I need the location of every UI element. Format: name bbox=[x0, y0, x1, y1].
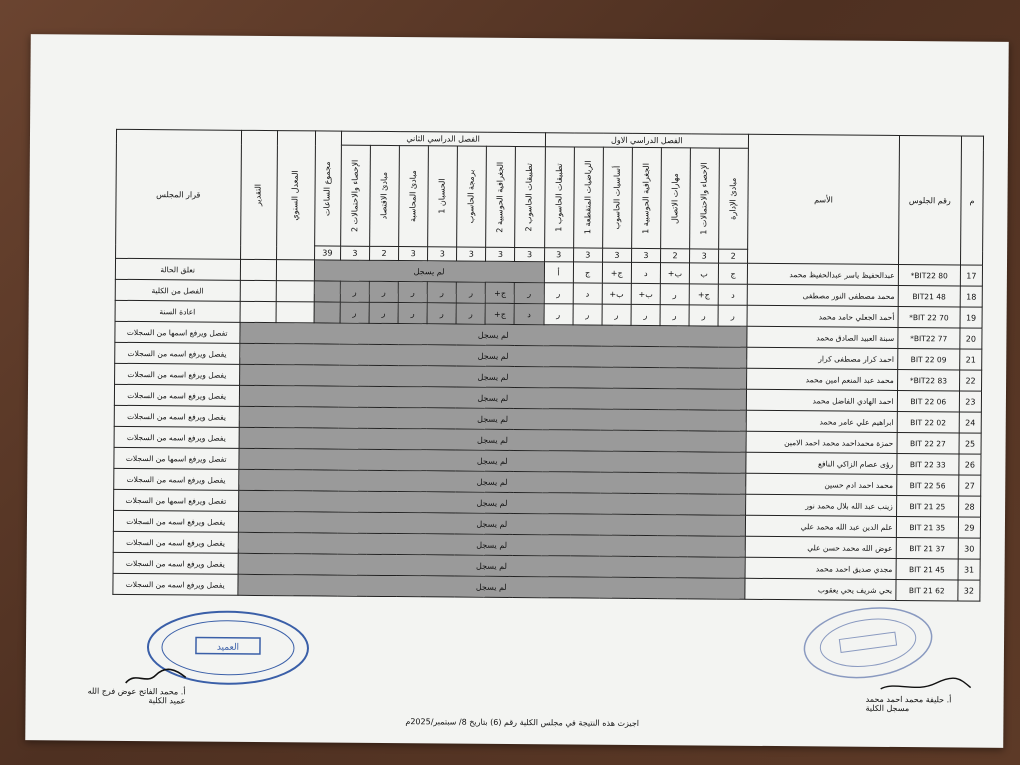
council-decision: يفصل ويرفع اسمه من السجلات bbox=[114, 384, 239, 406]
council-decision: يفصل ويرفع اسمه من السجلات bbox=[114, 468, 239, 490]
seat-number: BIT 22 70* bbox=[898, 306, 960, 327]
grade-cell: ر bbox=[398, 303, 427, 324]
results-table bbox=[112, 129, 984, 602]
subject-hours: 3 bbox=[631, 248, 660, 262]
subject-name: أساسيات الحاسوب bbox=[612, 165, 622, 230]
subject-hours: 3 bbox=[690, 249, 719, 263]
gpa-text: المعدل السنوي bbox=[290, 170, 300, 221]
row-number: 31 bbox=[958, 559, 980, 580]
subject-name: الجغرافية الحوسبية 2 bbox=[495, 161, 506, 233]
total-hours-text: مجموع الساعات bbox=[322, 161, 333, 216]
subject-hours: 3 bbox=[515, 247, 544, 261]
seat-header: رقم الجلوس bbox=[898, 135, 961, 264]
grade-cell: ر bbox=[602, 304, 631, 325]
serial-header: م bbox=[960, 136, 983, 265]
subject-header bbox=[428, 146, 458, 247]
council-decision: يفصل ويرفع اسمه من السجلات bbox=[115, 363, 240, 385]
seat-number: BIT 21 45 bbox=[896, 558, 958, 579]
seat-number: BIT22 80* bbox=[898, 264, 960, 285]
grade-cell: ر bbox=[660, 305, 689, 326]
subject-name: مبادئ المحاسبة bbox=[408, 170, 418, 223]
subject-hours: 3 bbox=[573, 248, 602, 262]
subject-header bbox=[631, 147, 661, 248]
decision-header: قرار المجلس bbox=[116, 129, 242, 259]
student-name: محمد مصطفى النور مصطفى bbox=[747, 284, 898, 306]
grade-cell: د bbox=[573, 283, 602, 304]
seat-number: BIT 21 37 bbox=[896, 537, 958, 558]
gpa-cell bbox=[276, 260, 314, 281]
grade-cell: ب bbox=[689, 263, 718, 284]
subject-name: برمجة الحاسوب bbox=[466, 169, 477, 224]
council-decision: يفصل ويرفع اسمه من السجلات bbox=[114, 426, 239, 448]
grade-cell: ج bbox=[718, 263, 747, 284]
seat-number: BIT 22 27 bbox=[897, 432, 959, 453]
subject-header bbox=[340, 145, 370, 246]
council-decision: الفصل من الكلية bbox=[115, 279, 240, 301]
total-hours-header bbox=[314, 131, 341, 246]
row-number: 28 bbox=[958, 496, 980, 517]
gpa-cell bbox=[276, 302, 314, 323]
council-decision: يفصل ويرفع اسمه من السجلات bbox=[113, 573, 238, 595]
grade-cell: ج+ bbox=[689, 284, 718, 305]
seat-number: BIT22 77* bbox=[898, 327, 960, 348]
row-number: 25 bbox=[959, 433, 981, 454]
not-registered-cell: لم يسجل bbox=[238, 511, 746, 536]
grade-cell: ر bbox=[427, 282, 456, 303]
dean-title: عميد الكلية bbox=[148, 696, 186, 706]
not-registered-cell: لم يسجل bbox=[239, 385, 747, 410]
subject-hours: 3 bbox=[544, 248, 573, 262]
seat-number: BIT 22 09 bbox=[897, 348, 959, 369]
seat-number: BIT 22 33 bbox=[897, 453, 959, 474]
registrar-block bbox=[865, 695, 951, 714]
grade-cell: ر bbox=[456, 282, 485, 303]
council-decision: يفصل ويرفع اسمه من السجلات bbox=[113, 531, 238, 553]
grade-cell: د bbox=[514, 303, 543, 324]
subject-hours: 3 bbox=[428, 247, 457, 261]
subject-header bbox=[370, 145, 400, 246]
grade-cell: ج+ bbox=[486, 282, 515, 303]
results-sheet bbox=[25, 34, 1009, 748]
subject-hours: 3 bbox=[399, 247, 428, 261]
subject-header bbox=[573, 147, 603, 248]
row-number: 23 bbox=[959, 391, 981, 412]
grade-cell: ر bbox=[573, 304, 602, 325]
grade-cell: ر bbox=[340, 302, 369, 323]
grade-cell: د bbox=[631, 262, 660, 283]
council-decision: يفصل ويرفع اسمه من السجلات bbox=[114, 405, 239, 427]
svg-text:العميد: العميد bbox=[216, 642, 240, 653]
subject-hours: 3 bbox=[457, 247, 486, 261]
subject-header bbox=[719, 148, 749, 249]
subject-hours: 3 bbox=[602, 248, 631, 262]
not-registered-cell: لم يسجل bbox=[238, 490, 746, 515]
subject-header bbox=[602, 147, 632, 248]
grade-cell: أ bbox=[544, 262, 573, 283]
grade-cell: ر bbox=[689, 305, 718, 326]
grade-cell: ر bbox=[718, 305, 747, 326]
row-number: 26 bbox=[959, 454, 981, 475]
subject-name: الرياضيات المتقطعة 1 bbox=[582, 160, 593, 235]
subject-header bbox=[661, 148, 691, 249]
student-name: محمد عبد المنعم امين محمد bbox=[747, 368, 898, 390]
grade-cell bbox=[240, 280, 276, 301]
seat-number: BIT 22 06 bbox=[897, 390, 959, 411]
row-number: 21 bbox=[960, 349, 982, 370]
not-registered-cell: لم يسجل bbox=[239, 427, 747, 452]
seat-number: BIT 22 56 bbox=[896, 474, 958, 495]
grade-cell: ر bbox=[340, 281, 369, 302]
grade-cell: ج bbox=[573, 262, 602, 283]
council-decision: اعادة السنة bbox=[115, 300, 240, 322]
grade-cell: ر bbox=[631, 304, 660, 325]
total-cell bbox=[314, 281, 340, 302]
subject-name: الحسبان 1 bbox=[437, 178, 447, 215]
registrar-title: مسجل الكلية bbox=[865, 703, 910, 714]
grade-cell bbox=[240, 259, 276, 280]
total-cell bbox=[314, 302, 340, 323]
student-name: يحي شريف يحي يعقوب bbox=[745, 578, 896, 600]
student-name: سبنة العبيد الصادق محمد bbox=[747, 326, 898, 348]
council-decision: تفصل ويرفع اسمها من السجلات bbox=[114, 489, 239, 511]
subject-header bbox=[486, 146, 516, 247]
subject-header bbox=[690, 148, 720, 249]
row-number: 29 bbox=[958, 517, 980, 538]
semester-1-header: الفصل الدراسي الاول bbox=[545, 133, 749, 149]
dean-block bbox=[88, 687, 186, 706]
total-hours-value: 39 bbox=[314, 246, 340, 260]
dean-name: أ. محمد الفاتح عوض فرج الله bbox=[87, 686, 186, 697]
council-decision: تفصل ويرفع اسمها من السجلات bbox=[115, 321, 240, 343]
not-registered-cell: لم يسجل bbox=[314, 260, 544, 283]
subject-name: مهارات الاتصال bbox=[670, 172, 680, 224]
seat-number: BIT 21 35 bbox=[896, 516, 958, 537]
subject-header bbox=[457, 146, 487, 247]
row-number: 18 bbox=[960, 286, 982, 307]
subject-hours: 2 bbox=[369, 246, 398, 260]
grade-cell: ر bbox=[369, 281, 398, 302]
subject-hours: 3 bbox=[340, 246, 369, 260]
gpa-cell bbox=[276, 281, 314, 302]
student-name: عوض الله محمد حسن علي bbox=[745, 536, 896, 558]
row-number: 17 bbox=[960, 265, 982, 286]
grade-cell: ب+ bbox=[660, 263, 689, 284]
subject-name: تطبيقات الحاسوب 2 bbox=[524, 162, 535, 232]
student-name: مجدي صديق احمد محمد bbox=[745, 557, 896, 579]
seat-number: BIT 21 62 bbox=[896, 579, 958, 600]
grade-cell: ر bbox=[427, 303, 456, 324]
subject-name: مبادئ الإدارة bbox=[728, 177, 738, 220]
council-decision: يفصل ويرفع اسمه من السجلات bbox=[115, 342, 240, 364]
grade-cell: ج+ bbox=[602, 262, 631, 283]
registrar-name: أ. حليفة محمد احمد محمد bbox=[865, 694, 952, 705]
grade-cell: ب+ bbox=[631, 283, 660, 304]
semester-2-header: الفصل الدراسي الثاني bbox=[341, 131, 545, 147]
not-registered-cell: لم يسجل bbox=[238, 553, 746, 578]
row-number: 20 bbox=[960, 328, 982, 349]
not-registered-cell: لم يسجل bbox=[237, 574, 745, 599]
subject-name: تطبيقات الحاسوب 1 bbox=[553, 163, 564, 232]
name-header: الأسم bbox=[748, 134, 900, 264]
council-decision: تفصل ويرفع اسمها من السجلات bbox=[114, 447, 239, 469]
subject-name: الإحصاء والاحتمالات 2 bbox=[350, 159, 360, 232]
row-number: 32 bbox=[958, 580, 980, 601]
student-name: زينب عبد الله بلال محمد نور bbox=[746, 494, 897, 516]
row-number: 27 bbox=[959, 475, 981, 496]
grade-cell: ج+ bbox=[485, 303, 514, 324]
grade-cell: ر bbox=[544, 304, 573, 325]
row-number: 19 bbox=[960, 307, 982, 328]
grade-cell: د bbox=[718, 284, 747, 305]
grade-cell bbox=[240, 301, 276, 322]
seat-number: BIT 21 25 bbox=[896, 495, 958, 516]
subject-name: الإحصاء والاحتمالات 1 bbox=[699, 162, 709, 235]
student-name: علم الدين عبد الله محمد علي bbox=[746, 515, 897, 537]
grade-cell: ر bbox=[660, 284, 689, 305]
student-name: حمزة محمداحمد محمد احمد الامين bbox=[746, 431, 897, 453]
not-registered-cell: لم يسجل bbox=[238, 469, 746, 494]
seat-number: BIT21 48 bbox=[898, 285, 960, 306]
grade-cell: ر bbox=[456, 303, 485, 324]
row-number: 22 bbox=[959, 370, 981, 391]
subject-header bbox=[515, 146, 545, 247]
grade-cell: ر bbox=[544, 283, 573, 304]
row-number: 30 bbox=[958, 538, 980, 559]
subject-name: الجغرافية الحوسبية 1 bbox=[641, 162, 651, 234]
council-decision: يفصل ويرفع اسمه من السجلات bbox=[113, 552, 238, 574]
subject-header bbox=[399, 146, 429, 247]
approval-note: اجيزت هذه النتيجة في مجلس الكلية رقم (6) بتاريخ 8/ سبتمبر/2025م bbox=[405, 717, 640, 728]
not-registered-cell: لم يسجل bbox=[238, 448, 746, 473]
grade-header bbox=[240, 130, 277, 259]
grade-text: التقدير bbox=[253, 183, 263, 206]
council-decision: يفصل ويرفع اسمه من السجلات bbox=[113, 510, 238, 532]
not-registered-cell: لم يسجل bbox=[239, 322, 747, 347]
student-name: احمد كرار مصطفى كرار bbox=[747, 347, 898, 369]
student-name: احمد الهادي الفاضل محمد bbox=[747, 389, 898, 411]
subject-header bbox=[544, 147, 574, 248]
student-name: عبدالحفيظ ياسر عبدالحفيظ محمد bbox=[748, 263, 899, 285]
subject-hours: 2 bbox=[660, 249, 689, 263]
grade-cell: ر bbox=[515, 282, 544, 303]
subject-hours: 3 bbox=[486, 247, 515, 261]
row-number: 24 bbox=[959, 412, 981, 433]
grade-cell: ب+ bbox=[602, 283, 631, 304]
not-registered-cell: لم يسجل bbox=[238, 532, 746, 557]
not-registered-cell: لم يسجل bbox=[239, 364, 747, 389]
council-decision: تعلق الحالة bbox=[115, 258, 240, 280]
student-name: ابراهيم علي عامر محمد bbox=[746, 410, 897, 432]
not-registered-cell: لم يسجل bbox=[239, 343, 747, 368]
student-name: أحمد الجعلي حامد محمد bbox=[747, 305, 898, 327]
student-name: رؤى عصام الزاكي النافع bbox=[746, 452, 897, 474]
student-name: محمد احمد ادم حسين bbox=[746, 473, 897, 495]
seat-number: BIT 22 02 bbox=[897, 411, 959, 432]
not-registered-cell: لم يسجل bbox=[239, 406, 747, 431]
seat-number: BIT22 83* bbox=[897, 369, 959, 390]
grade-cell: ر bbox=[369, 302, 398, 323]
gpa-header bbox=[276, 131, 315, 260]
subject-hours: 2 bbox=[719, 249, 748, 263]
grade-cell: ر bbox=[398, 282, 427, 303]
subject-name: مبادئ الاقتصاد bbox=[379, 172, 389, 220]
